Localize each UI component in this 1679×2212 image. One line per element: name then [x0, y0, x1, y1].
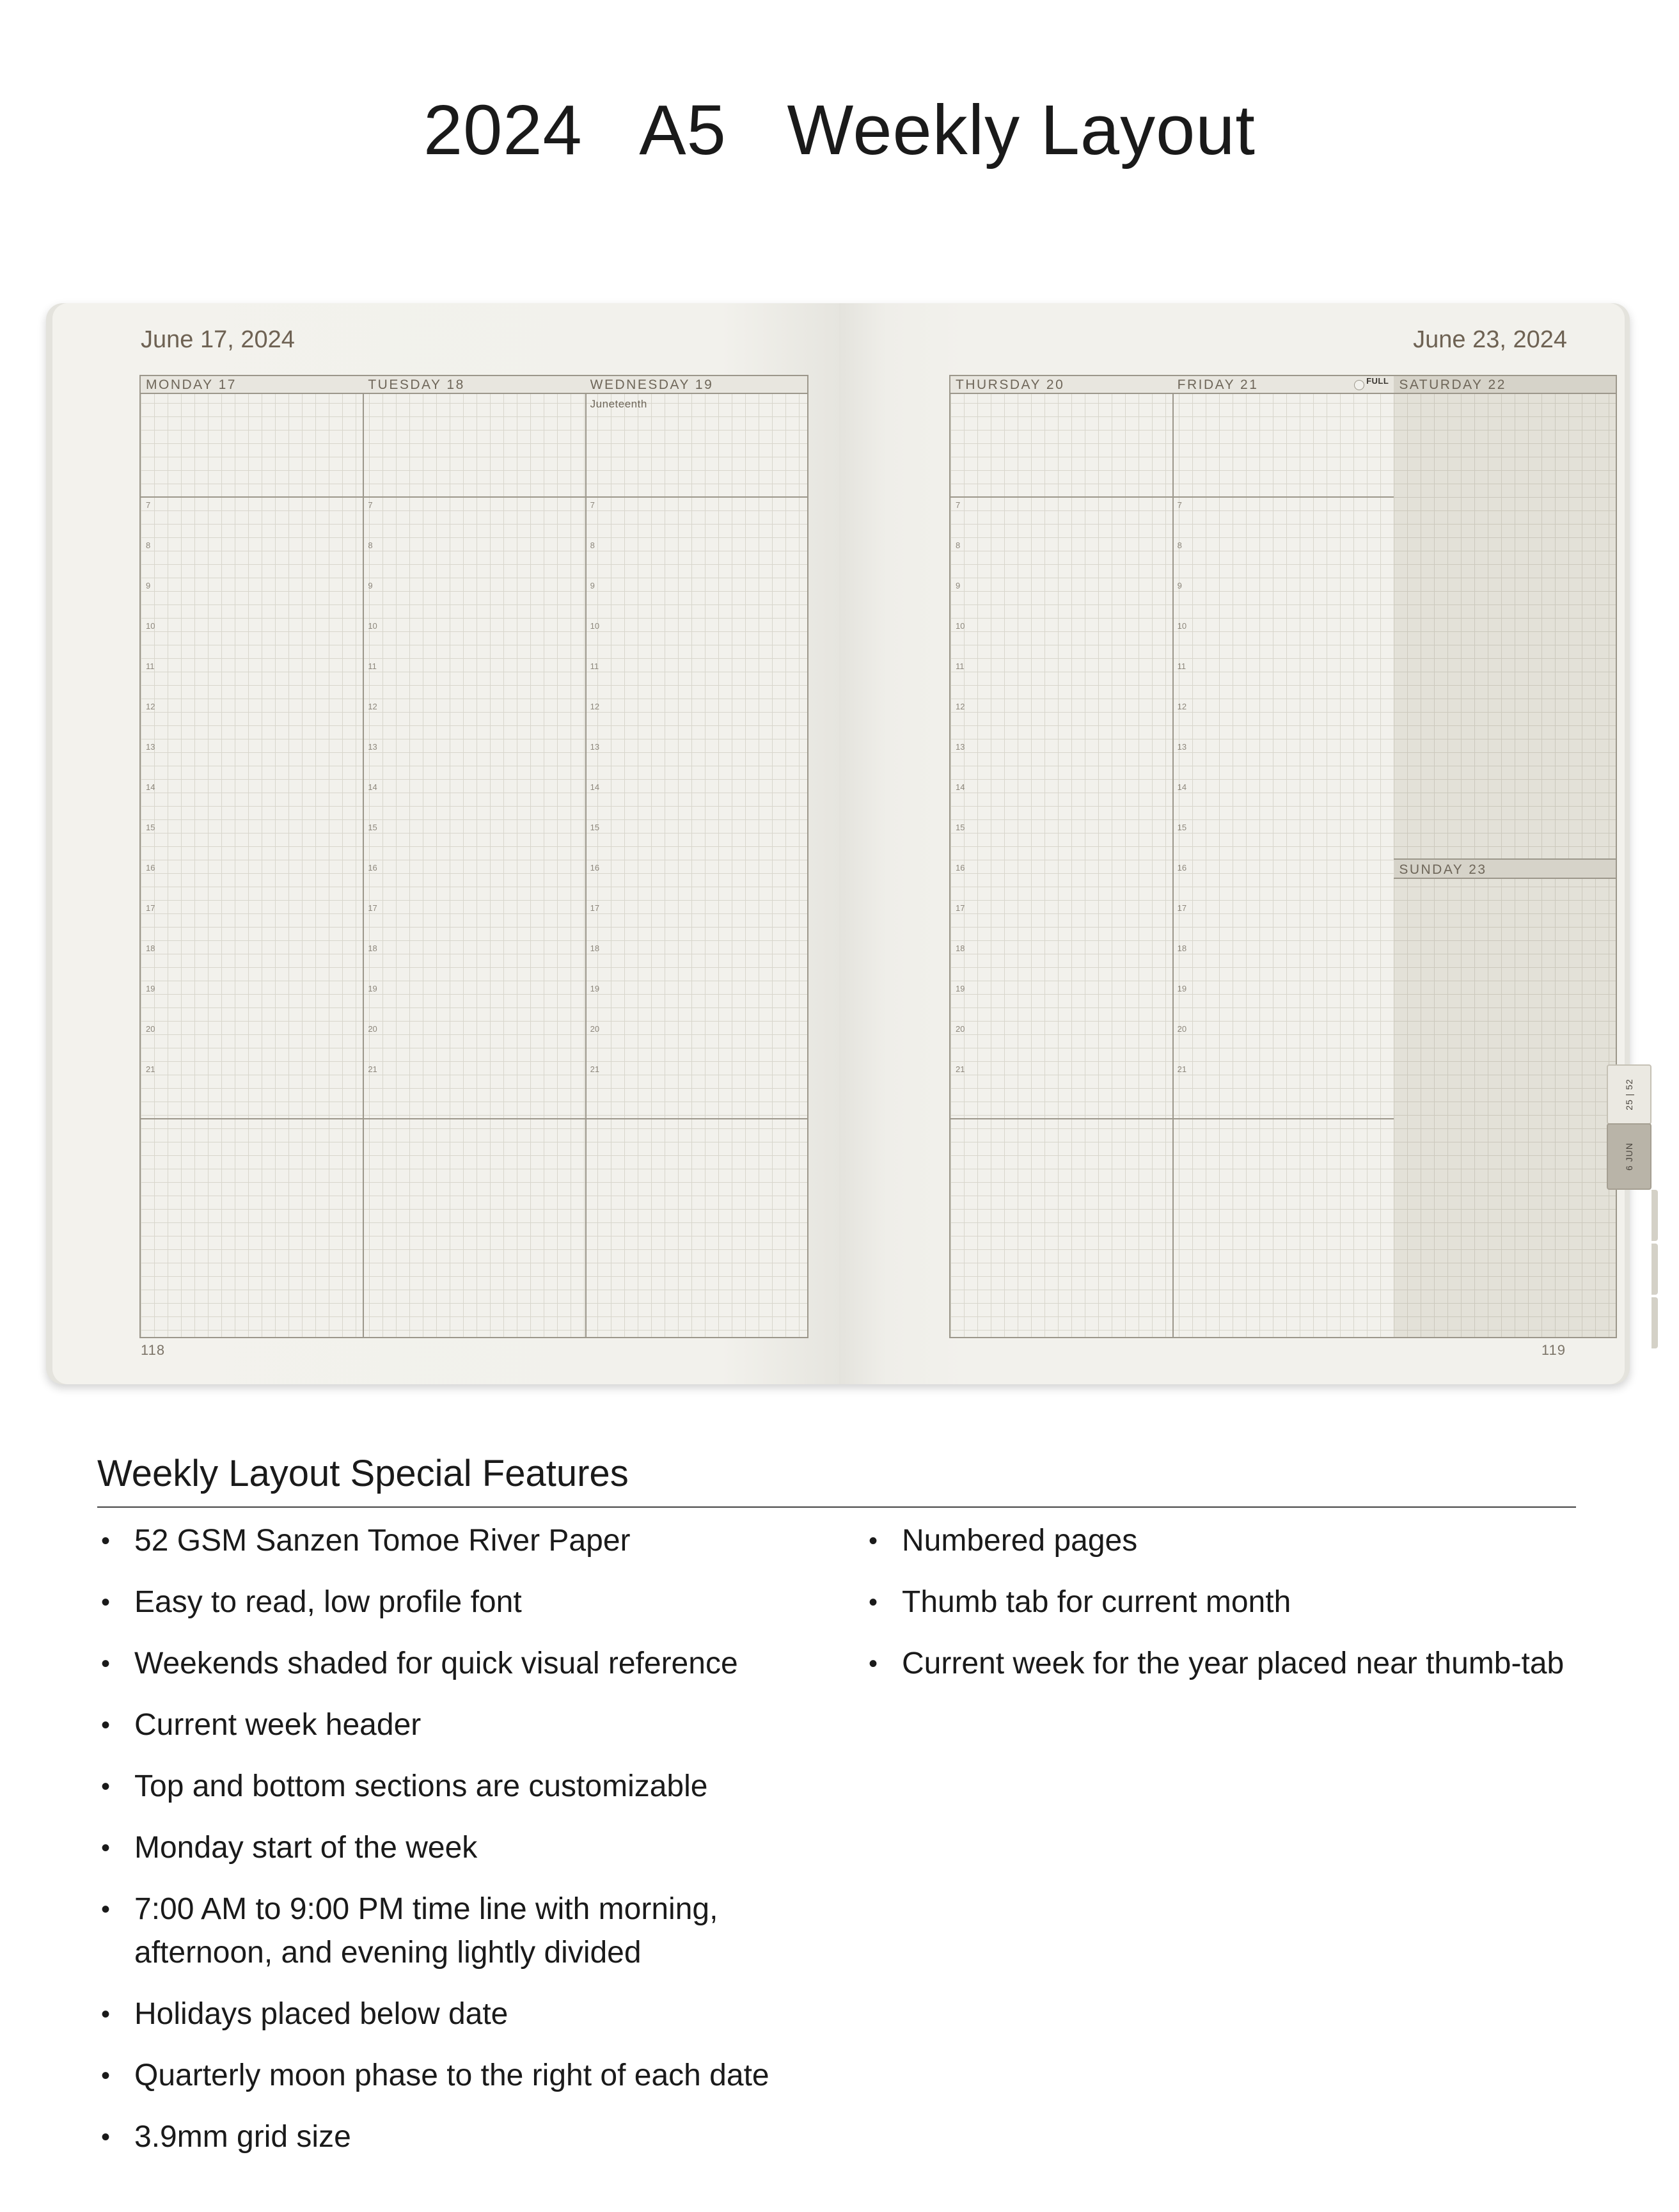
left-grid: [139, 375, 808, 1338]
hour-label: 13: [1177, 742, 1187, 752]
hour-label: 9: [1177, 581, 1182, 590]
feature-item: • Holidays placed below date: [97, 1993, 814, 2036]
page-number-right: 119: [1541, 1342, 1566, 1358]
month-edge-tab: [1651, 1297, 1658, 1348]
section-divider: [141, 1118, 363, 1119]
month-edge-tab: [1651, 1244, 1658, 1295]
hour-label: 16: [1177, 863, 1187, 873]
month-edge-tab: [1651, 1190, 1658, 1241]
hour-label: 13: [146, 742, 155, 752]
hour-label: 7: [368, 500, 373, 510]
hour-label: 15: [1177, 823, 1187, 832]
hour-label: 15: [146, 823, 155, 832]
section-divider: [585, 496, 807, 498]
features-heading: Weekly Layout Special Features: [97, 1453, 629, 1494]
hour-label: 7: [1177, 500, 1182, 510]
hour-label: 19: [1177, 984, 1187, 993]
hour-label: 10: [368, 621, 377, 631]
day-column[interactable]: [585, 376, 807, 1337]
hour-label: 20: [590, 1024, 600, 1034]
hour-label: 10: [590, 621, 600, 631]
hour-label: 14: [146, 782, 155, 792]
holiday-label: Juneteenth: [590, 398, 647, 410]
hour-label: 15: [956, 823, 965, 832]
hour-label: 19: [590, 984, 600, 993]
feature-item: • Weekends shaded for quick visual reference: [97, 1642, 814, 1686]
hour-label: 20: [368, 1024, 377, 1034]
hour-label: 9: [590, 581, 595, 590]
hour-label: 20: [1177, 1024, 1187, 1034]
hour-label: 8: [146, 541, 151, 550]
hour-label: 11: [368, 661, 377, 671]
hour-label: 17: [1177, 903, 1187, 913]
hour-label: 16: [956, 863, 965, 873]
hour-label: 19: [956, 984, 965, 993]
hour-label: 10: [956, 621, 965, 631]
hour-label: 16: [368, 863, 377, 873]
section-divider: [141, 496, 363, 498]
hour-label: 16: [590, 863, 600, 873]
hour-label: 18: [956, 944, 965, 953]
hour-label: 11: [956, 661, 965, 671]
week-number-label: 25 | 52: [1624, 1078, 1634, 1110]
hour-label: 21: [368, 1064, 377, 1074]
day-header: THURSDAY 20: [950, 376, 1172, 394]
day-header: TUESDAY 18: [363, 376, 585, 394]
section-divider: [1172, 496, 1394, 498]
feature-item: • 3.9mm grid size: [97, 2115, 814, 2159]
hour-label: 11: [146, 661, 155, 671]
day-column[interactable]: [1394, 376, 1616, 1337]
hour-label: 17: [146, 903, 155, 913]
week-end-date: June 23, 2024: [1413, 326, 1567, 353]
page-number-left: 118: [141, 1342, 166, 1358]
features-list-left: [97, 1519, 814, 2177]
moon-phase-label: FULL: [1366, 376, 1389, 386]
hour-label: 9: [146, 581, 151, 590]
page-title: 2024 A5 Weekly Layout: [423, 91, 1256, 170]
hour-label: 21: [146, 1064, 155, 1074]
hour-label: 18: [1177, 944, 1187, 953]
features-list-right: [865, 1519, 1651, 1703]
hour-label: 14: [1177, 782, 1187, 792]
feature-item: • Numbered pages: [865, 1519, 1651, 1563]
hour-label: 11: [590, 661, 599, 671]
hour-label: 19: [146, 984, 155, 993]
hour-label: 12: [368, 702, 377, 711]
day-column[interactable]: [363, 376, 586, 1337]
hour-label: 15: [590, 823, 600, 832]
hour-label: 17: [956, 903, 965, 913]
section-divider: [950, 1118, 1172, 1119]
hour-label: 20: [146, 1024, 155, 1034]
features-divider: [97, 1506, 1576, 1508]
hour-label: 12: [146, 702, 155, 711]
planner-spread: [46, 303, 1634, 1384]
day-header: FRIDAY 21: [1172, 376, 1394, 394]
hour-label: 7: [956, 500, 961, 510]
month-label: 6 JUN: [1624, 1142, 1634, 1171]
hour-label: 14: [368, 782, 377, 792]
hour-label: 14: [956, 782, 965, 792]
hour-label: 7: [146, 500, 151, 510]
section-divider: [585, 1118, 807, 1119]
day-header: WEDNESDAY 19: [585, 376, 807, 394]
hour-label: 18: [590, 944, 600, 953]
feature-item: • Current week header: [97, 1703, 814, 1747]
day-header: SATURDAY 22: [1394, 376, 1616, 394]
hour-label: 14: [590, 782, 600, 792]
right-grid: [949, 375, 1617, 1338]
hour-label: 12: [956, 702, 965, 711]
hour-label: 7: [590, 500, 595, 510]
hour-label: 10: [1177, 621, 1187, 631]
day-column[interactable]: [950, 376, 1174, 1337]
day-header: SUNDAY 23: [1394, 858, 1616, 879]
week-start-date: June 17, 2024: [141, 326, 295, 353]
hour-label: 15: [368, 823, 377, 832]
feature-item: • 52 GSM Sanzen Tomoe River Paper: [97, 1519, 814, 1563]
hour-label: 18: [146, 944, 155, 953]
hour-label: 13: [368, 742, 377, 752]
hour-label: 13: [956, 742, 965, 752]
month-thumb-tab[interactable]: [1607, 1123, 1651, 1190]
hour-label: 12: [590, 702, 600, 711]
right-page: [839, 303, 1625, 1384]
hour-label: 18: [368, 944, 377, 953]
left-page: [52, 303, 839, 1384]
feature-item: • 7:00 AM to 9:00 PM time line with morning, afternoon, and evening lightly divided: [97, 1888, 814, 1975]
hour-label: 8: [1177, 541, 1182, 550]
hour-label: 19: [368, 984, 377, 993]
feature-item: • Top and bottom sections are customizable: [97, 1765, 814, 1808]
section-divider: [363, 1118, 585, 1119]
feature-item: • Thumb tab for current month: [865, 1581, 1651, 1624]
section-divider: [363, 496, 585, 498]
hour-label: 17: [368, 903, 377, 913]
hour-label: 9: [956, 581, 961, 590]
feature-item: • Monday start of the week: [97, 1826, 814, 1870]
hour-label: 8: [956, 541, 961, 550]
hour-label: 8: [590, 541, 595, 550]
hour-label: 10: [146, 621, 155, 631]
hour-label: 21: [1177, 1064, 1187, 1074]
section-divider: [1172, 1118, 1394, 1119]
hour-label: 9: [368, 581, 373, 590]
feature-item: • Current week for the year placed near thumb-tab: [865, 1642, 1651, 1686]
feature-item: • Easy to read, low profile font: [97, 1581, 814, 1624]
hour-label: 12: [1177, 702, 1187, 711]
hour-label: 11: [1177, 661, 1186, 671]
hour-label: 17: [590, 903, 600, 913]
week-number-tab[interactable]: [1607, 1064, 1651, 1125]
feature-item: • Quarterly moon phase to the right of each date: [97, 2054, 814, 2097]
hour-label: 8: [368, 541, 373, 550]
section-divider: [950, 496, 1172, 498]
day-header: MONDAY 17: [141, 376, 363, 394]
day-column[interactable]: [141, 376, 364, 1337]
hour-label: 20: [956, 1024, 965, 1034]
hour-label: 21: [956, 1064, 965, 1074]
hour-label: 21: [590, 1064, 600, 1074]
hour-label: 13: [590, 742, 600, 752]
hour-label: 16: [146, 863, 155, 873]
day-column[interactable]: [1172, 376, 1396, 1337]
